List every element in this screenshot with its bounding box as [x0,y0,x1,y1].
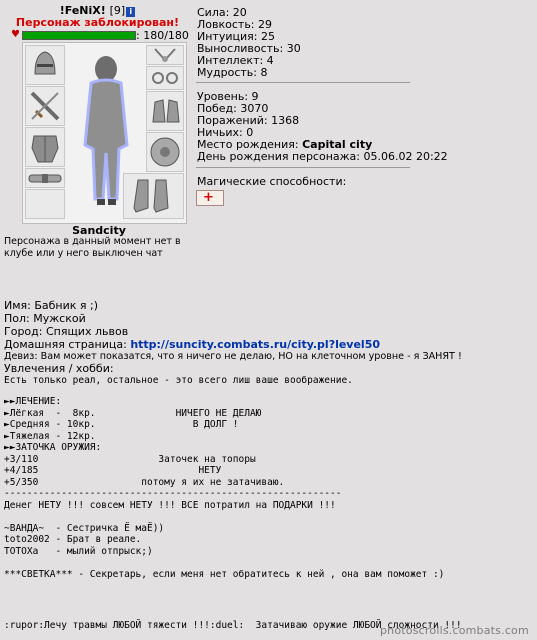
city-name[interactable]: Sandcity [72,224,126,237]
belt-icon[interactable] [25,168,65,188]
divider [196,82,410,83]
heart-icon: ♥ [11,29,20,40]
helmet-icon[interactable] [25,45,65,85]
shield-icon[interactable] [146,132,184,172]
item-slot-icon[interactable] [25,189,65,219]
equipment-frame [22,42,187,224]
amulet-icon[interactable] [146,45,184,65]
divider [196,167,410,168]
about-line: +5/350 потому я их не затачиваю. [4,476,285,488]
ring-icon[interactable] [146,66,184,90]
offline-note: Персонажа в данный момент нет в клубе или у него выключен чат [4,236,181,259]
profile-motto: Девиз: Вам может показатся, что я ничего не делаю, НО на клеточном уровне - я ЗАНЯТ ! [4,351,462,362]
about-line: ~ВАНДА~ - Сестричка Ё маЁ)) [4,522,165,534]
sword-icon[interactable] [25,86,65,126]
blocked-status: Персонаж заблокирован! [15,16,180,29]
about-line: +3/110 Заточек на топоры [4,453,256,465]
birthplace-value: Capital city [302,138,373,151]
hp-bar [22,31,136,40]
profile-homepage [4,338,380,351]
about-line: +4/185 НЕТУ [4,465,222,476]
about-line: ►►ЗАТОЧКА ОРУЖИЯ: [4,442,102,453]
about-line: ►Тяжелая - 12кр. [4,430,96,442]
homepage-label: Домашняя страница: [4,338,131,351]
birthplace-label: Место рождения: [197,138,303,151]
profile-name: Имя: Бабник я ;) [4,299,99,312]
about-line [4,557,444,569]
stat-birthday: День рождения персонажа: 05.06.02 20:22 [197,150,448,163]
magic-label: Магические способности: [197,175,347,188]
status-line: :rupor:Лечу травмы ЛЮБОЙ тяжести !!!:duel: Затачиваю оружие ЛЮБОЙ сложности !!! [4,620,462,631]
profile-gender: Пол: Мужской [4,312,86,325]
stat-intuition: Интуиция: 25 [197,30,275,43]
info-icon[interactable]: i [126,7,135,17]
gloves-icon[interactable] [146,91,184,131]
stat-level: Уровень: 9 [197,90,259,103]
character-level: [9] [109,4,126,17]
about-line: ***СВЕТКА*** - Секретарь, если меня нет обратитесь к ней , она вам поможет :) [4,568,445,580]
about-line: toto2002 - Брат в реале. [4,534,142,545]
about-line: ----------------------------------------------------------- [4,488,342,499]
profile-town: Город: Спящих львов [4,325,129,338]
about-line [4,511,444,523]
stat-wisdom: Мудрость: 8 [197,66,268,79]
about-block [4,396,444,580]
about-line: TOTOXa - мылий отпрыск;) [4,545,153,557]
boots-icon[interactable] [123,173,184,219]
stat-agility: Ловкость: 29 [197,18,272,31]
magic-scroll-icon[interactable]: + [196,190,224,206]
hobby-label: Увлечения / хобби: [4,362,114,375]
hobby-text: Есть только реал, остальное - это всего лиш ваше воображение. [4,375,353,386]
stat-intellect: Интеллект: 4 [197,54,274,67]
stat-draws: Ничьих: 0 [197,126,254,139]
watermark: photoscrolls.combats.com [380,624,529,637]
hp-value: : 180/180 [136,29,189,42]
stat-strength: Сила: 20 [197,6,247,19]
about-line: ►Лёгкая - 8кр. НИЧЕГО НЕ ДЕЛАЮ [4,407,262,419]
stat-wins: Побед: 3070 [197,102,269,115]
about-line: Денег НЕТУ !!! совсем НЕТУ !!! ВСЕ потратил на ПОДАРКИ !!! [4,499,336,511]
about-line: ►►ЛЕЧЕНИЕ: [4,396,62,407]
character-nick: !FeNiX! [59,4,106,17]
armor-icon[interactable] [25,127,65,167]
about-line: ►Средняя - 10кр. В ДОЛГ ! [4,419,239,430]
stat-losses: Поражений: 1368 [197,114,300,127]
stat-endurance: Выносливость: 30 [197,42,301,55]
homepage-link[interactable]: http://suncity.combats.ru/city.pl?level50 [130,338,381,351]
